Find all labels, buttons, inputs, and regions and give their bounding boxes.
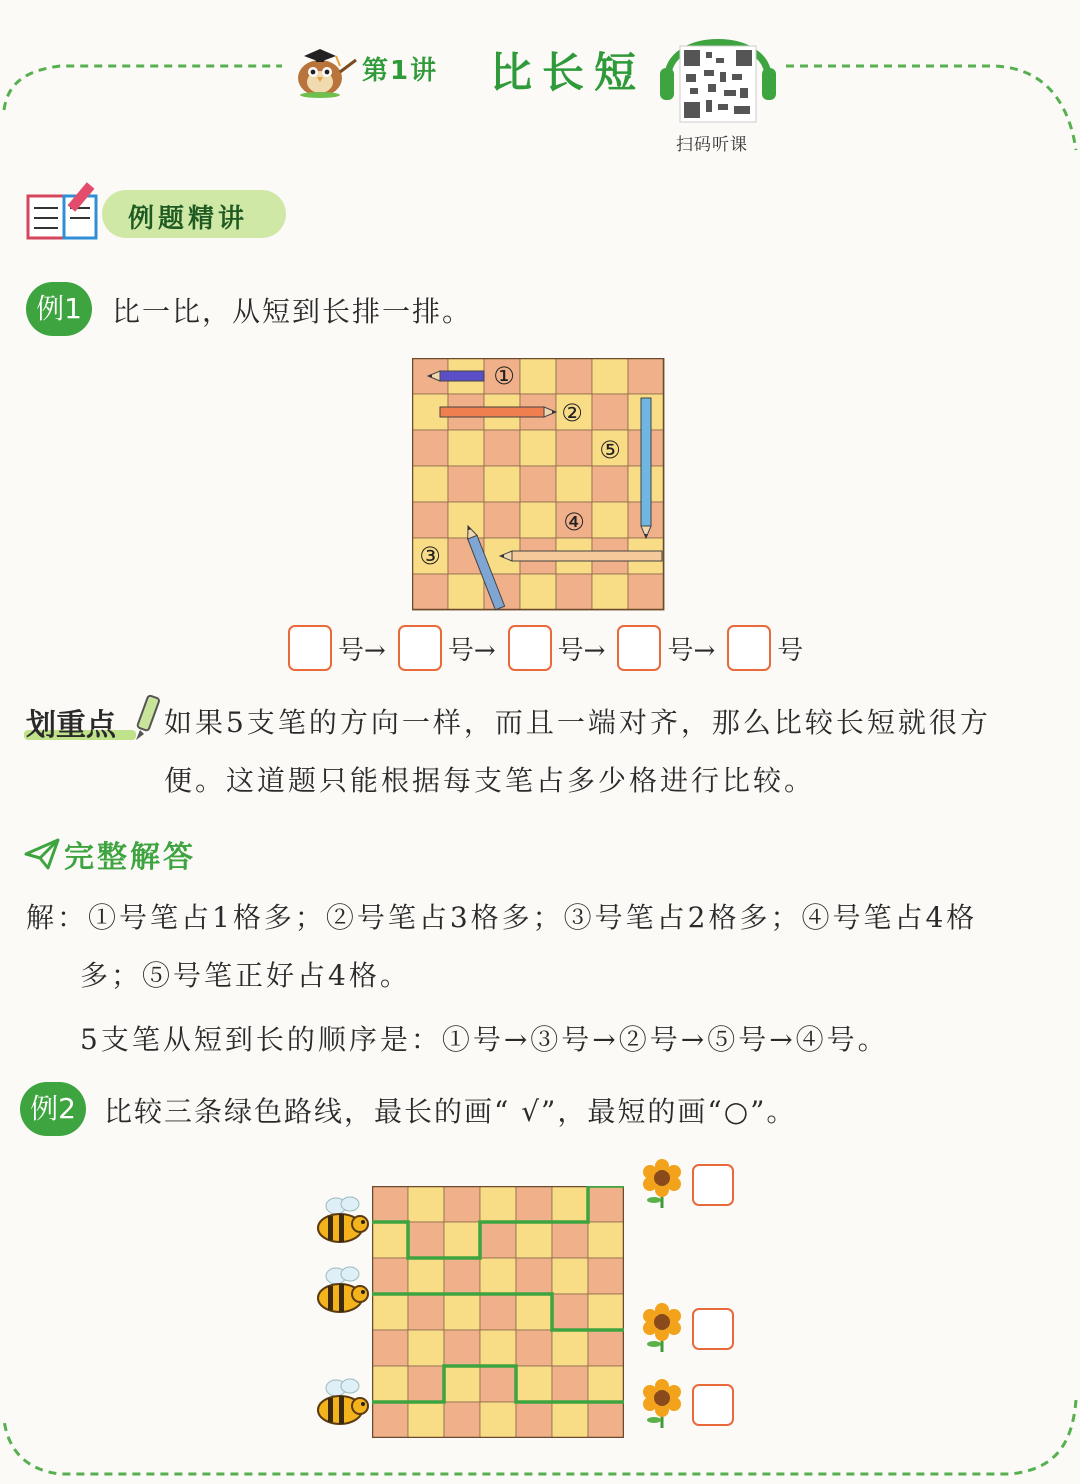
answer-unit: 号 bbox=[557, 635, 584, 666]
pencil-label-5: ⑤ bbox=[599, 436, 621, 464]
grid-cell bbox=[552, 1402, 588, 1438]
pencil-1 bbox=[428, 371, 484, 381]
answer-box[interactable] bbox=[288, 625, 332, 671]
example2-badge: 例2 bbox=[20, 1082, 86, 1136]
grid-cell bbox=[552, 1330, 588, 1366]
grid-cell bbox=[516, 1186, 552, 1222]
section-title: 例题精讲 bbox=[128, 204, 249, 234]
answer-unit: 号 bbox=[447, 635, 474, 666]
pencil-label-1: ① bbox=[493, 362, 515, 390]
grid-cell bbox=[516, 1294, 552, 1330]
qr-caption: 扫码听课 bbox=[676, 135, 748, 155]
route-grid bbox=[372, 1186, 624, 1438]
example2-question: 比较三条绿色路线，最长的画“ √”，最短的画“○”。 bbox=[104, 1095, 797, 1128]
grid-cell bbox=[480, 1366, 516, 1402]
bee-icon bbox=[312, 1266, 370, 1318]
grid-cell bbox=[444, 1186, 480, 1222]
example1-question: 比一比，从短到长排一排。 bbox=[112, 295, 473, 328]
grid-cell bbox=[520, 502, 556, 538]
answer-box[interactable] bbox=[727, 625, 771, 671]
grid-cell bbox=[448, 430, 484, 466]
pencil-label-2: ② bbox=[561, 399, 583, 427]
grid-cell bbox=[588, 1366, 624, 1402]
route-answer-box[interactable] bbox=[692, 1164, 734, 1206]
grid-cell bbox=[588, 1294, 624, 1330]
grid-cell bbox=[592, 466, 628, 502]
grid-cell bbox=[372, 1222, 408, 1258]
grid-cell bbox=[556, 574, 592, 610]
grid-cell bbox=[480, 1186, 516, 1222]
grid-cell bbox=[484, 502, 520, 538]
grid-cell bbox=[552, 1366, 588, 1402]
grid-cell bbox=[448, 574, 484, 610]
grid-cell bbox=[372, 1294, 408, 1330]
grid-cell bbox=[408, 1402, 444, 1438]
grid-cell bbox=[372, 1186, 408, 1222]
pencil-grid bbox=[412, 358, 666, 612]
grid-cell bbox=[408, 1186, 444, 1222]
grid-cell bbox=[480, 1258, 516, 1294]
answer-unit: 号 bbox=[667, 635, 694, 666]
answer-arrow: → bbox=[473, 635, 496, 666]
sunflower-icon bbox=[640, 1158, 684, 1210]
grid-cell bbox=[552, 1294, 588, 1330]
grid-cell bbox=[588, 1330, 624, 1366]
grid-cell bbox=[408, 1258, 444, 1294]
grid-cell bbox=[480, 1222, 516, 1258]
sunflower-icon bbox=[640, 1302, 684, 1354]
grid-cell bbox=[444, 1402, 480, 1438]
grid-cell bbox=[444, 1258, 480, 1294]
answer-arrow: → bbox=[583, 635, 606, 666]
grid-cell bbox=[552, 1186, 588, 1222]
grid-cell bbox=[516, 1330, 552, 1366]
answer-arrow: → bbox=[693, 635, 716, 666]
grid-cell bbox=[628, 574, 664, 610]
grid-cell bbox=[480, 1330, 516, 1366]
answer-box[interactable] bbox=[617, 625, 661, 671]
grid-cell bbox=[408, 1366, 444, 1402]
grid-cell bbox=[408, 1222, 444, 1258]
grid-cell bbox=[552, 1258, 588, 1294]
key-point-text-line2: 便。这道题只能根据每支笔占多少格进行比较。 bbox=[164, 764, 816, 797]
answer-box[interactable] bbox=[508, 625, 552, 671]
grid-cell bbox=[520, 466, 556, 502]
grid-cell bbox=[516, 1258, 552, 1294]
grid-cell bbox=[484, 466, 520, 502]
answer-box[interactable] bbox=[398, 625, 442, 671]
grid-cell bbox=[408, 1330, 444, 1366]
grid-cell bbox=[372, 1366, 408, 1402]
page-title: 比长短 bbox=[490, 48, 647, 97]
pencil-4 bbox=[500, 551, 662, 561]
answer-arrow: → bbox=[364, 635, 386, 666]
bee-icon bbox=[312, 1378, 370, 1430]
grid-cell bbox=[448, 502, 484, 538]
solution-title: 完整解答 bbox=[64, 840, 196, 875]
grid-cell bbox=[556, 466, 592, 502]
solution-line1: 解：①号笔占1格多；②号笔占3格多；③号笔占2格多；④号笔占4格 bbox=[26, 901, 978, 934]
key-point-label: 划重点 bbox=[26, 708, 116, 743]
grid-cell bbox=[588, 1186, 624, 1222]
grid-cell bbox=[588, 1402, 624, 1438]
pencil-2 bbox=[440, 407, 556, 417]
grid-cell bbox=[408, 1294, 444, 1330]
grid-cell bbox=[372, 1402, 408, 1438]
answer-row bbox=[288, 625, 815, 671]
grid-cell bbox=[556, 358, 592, 394]
key-point-text-line1: 如果5支笔的方向一样，而且一端对齐，那么比较长短就很方 bbox=[164, 706, 991, 739]
grid-cell bbox=[520, 574, 556, 610]
grid-cell bbox=[444, 1330, 480, 1366]
book-icon bbox=[26, 178, 104, 242]
answer-unit: 号 bbox=[338, 635, 365, 666]
pen-icon bbox=[130, 694, 164, 742]
answer-unit: 号 bbox=[777, 635, 804, 666]
grid-cell bbox=[444, 1294, 480, 1330]
route-answer-box[interactable] bbox=[692, 1384, 734, 1426]
grid-cell bbox=[412, 430, 448, 466]
paper-plane-icon bbox=[24, 838, 60, 870]
grid-cell bbox=[412, 502, 448, 538]
qr-code-icon[interactable] bbox=[660, 10, 776, 130]
grid-cell bbox=[444, 1222, 480, 1258]
grid-cell bbox=[592, 574, 628, 610]
grid-cell bbox=[516, 1366, 552, 1402]
grid-cell bbox=[556, 430, 592, 466]
bee-icon bbox=[312, 1196, 370, 1248]
grid-cell bbox=[520, 430, 556, 466]
grid-cell bbox=[552, 1222, 588, 1258]
grid-cell bbox=[372, 1330, 408, 1366]
grid-cell bbox=[628, 358, 664, 394]
grid-cell bbox=[588, 1222, 624, 1258]
grid-cell bbox=[448, 466, 484, 502]
grid-cell bbox=[516, 1402, 552, 1438]
grid-cell bbox=[516, 1222, 552, 1258]
grid-cell bbox=[588, 1258, 624, 1294]
route-answer-box[interactable] bbox=[692, 1308, 734, 1350]
owl-mascot-icon bbox=[286, 42, 358, 98]
grid-cell bbox=[592, 358, 628, 394]
grid-cell bbox=[372, 1258, 408, 1294]
grid-cell bbox=[592, 502, 628, 538]
grid-cell bbox=[520, 358, 556, 394]
solution-line2: 多；⑤号笔正好占4格。 bbox=[80, 959, 411, 992]
grid-cell bbox=[480, 1402, 516, 1438]
pencil-5 bbox=[641, 398, 651, 538]
example1-badge: 例1 bbox=[26, 282, 92, 336]
lecture-label: 第1讲 bbox=[362, 56, 439, 86]
grid-cell bbox=[592, 394, 628, 430]
grid-cell bbox=[412, 574, 448, 610]
pencil-label-3: ③ bbox=[419, 542, 441, 570]
pencil-label-4: ④ bbox=[563, 508, 585, 536]
grid-cell bbox=[484, 430, 520, 466]
sunflower-icon bbox=[640, 1378, 684, 1430]
grid-cell bbox=[444, 1366, 480, 1402]
grid-cell bbox=[412, 466, 448, 502]
grid-cell bbox=[480, 1294, 516, 1330]
solution-line3: 5支笔从短到长的顺序是：①号→③号→②号→⑤号→④号。 bbox=[80, 1023, 889, 1056]
